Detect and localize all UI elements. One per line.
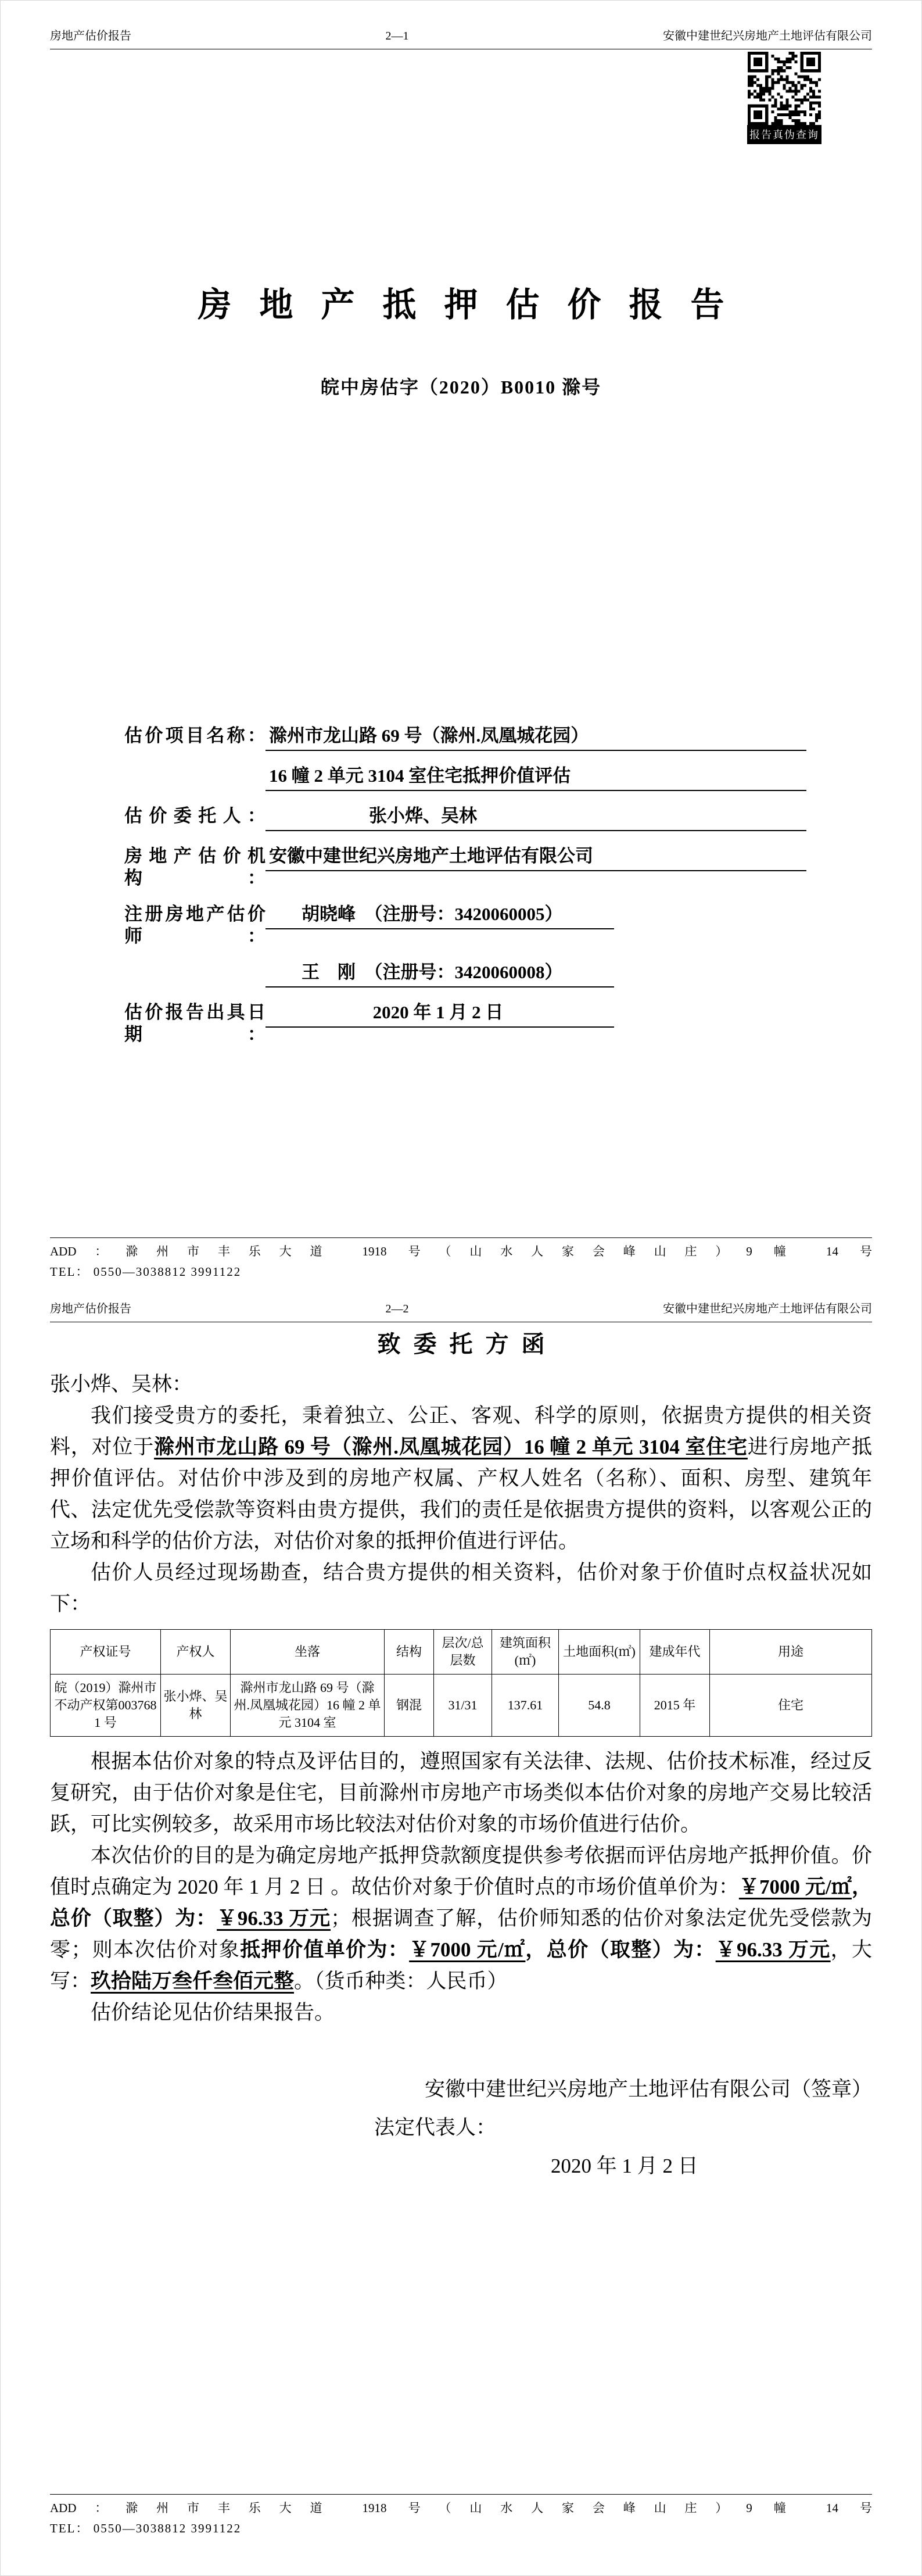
report-title: 房地产抵押估价报告 [198, 286, 752, 324]
letter-title: 致委托方函 [377, 1331, 558, 1357]
col-header-owner: 产权人 [161, 1630, 231, 1675]
cell-building-area: 137.61 [492, 1675, 559, 1737]
letter-paragraph-4: 本次估价的目的是为确定房地产抵押贷款额度提供参考依据而评估房地产抵押价值。价值时点确定为 2020 年 1 月 2 日 。故估价对象于价值时点的市场价值单价为：￥7000 元/㎡，总价（取整）为：￥96.33 万元；根据调查了解，估价师知悉的估价对象法定优先受偿款为零；则本次估价对象抵押价值单价为：￥7000 元/㎡，总价（取整）为：￥96.33 万元，大写：玖拾陆万叁仟叁佰元整。（货币种类：人民币） [50, 1844, 872, 1992]
cell-land-area: 54.8 [559, 1675, 640, 1737]
document-number: 皖中房估字（2020）B0010 滁号 [320, 377, 602, 398]
cover-form [124, 725, 806, 1060]
letter-paragraph-3: 根据本估价对象的特点及评估目的，遵照国家有关法律、法规、估价技术标准，经过反复研究，由于估价对象是住宅，目前滁州市房地产市场类似本估价对象的房地产交易比较活跃，可比实例较多，故采用市场比较法对估价对象的市场价值进行估价。 [50, 1750, 872, 1836]
col-header-location: 坐落 [231, 1630, 385, 1675]
field-label: 估价项目名称： [124, 725, 266, 746]
col-header-floor: 层次/总层数 [434, 1630, 492, 1675]
cell-structure: 钢混 [385, 1675, 434, 1737]
field-label: 房地产估价机构： [124, 846, 266, 888]
page2-footer [50, 2494, 872, 2539]
form-row-appraiser-2 [124, 961, 806, 988]
field-value: 张小烨、吴林 [266, 805, 806, 831]
cell-use: 住宅 [710, 1675, 872, 1737]
field-label: 注册房地产估价师： [124, 904, 266, 946]
form-row-project-name [124, 725, 806, 751]
footer-telephone: TEL： 0550—3038812 3991122 [50, 1265, 242, 1279]
field-value: 王 刚 （注册号：3420060008） [266, 961, 614, 988]
form-row-client [124, 805, 806, 831]
letter-paragraph-5: 估价结论见估价结果报告。 [91, 2001, 335, 2024]
cell-owner: 张小烨、吴林 [161, 1675, 231, 1737]
page1-header [50, 28, 872, 49]
form-row-agency [124, 845, 806, 889]
letter-salutation: 张小烨、吴林： [50, 1373, 193, 1396]
form-row-report-date [124, 1001, 806, 1046]
footer-telephone: TEL： 0550—3038812 3991122 [50, 2521, 242, 2535]
form-row-project-name-cont [124, 765, 806, 791]
qr-block [747, 52, 821, 144]
page2-header [50, 1301, 872, 1322]
form-row-appraiser-1 [124, 903, 806, 947]
signature-date: 2020 年 1 月 2 日 [551, 2155, 698, 2177]
field-value: 16 幢 2 单元 3104 室住宅抵押价值评估 [266, 765, 806, 791]
table-header-row [51, 1630, 872, 1675]
col-header-certificate: 产权证号 [51, 1630, 161, 1675]
cell-location: 滁州市龙山路 69 号（滁州.凤凰城花园）16 幢 2 单元 3104 室 [231, 1675, 385, 1737]
header-company-name: 安徽中建世纪兴房地产土地评估有限公司 [663, 1303, 872, 1315]
field-value: 2020 年 1 月 2 日 [266, 1001, 614, 1028]
letter-paragraph-1: 我们接受贵方的委托，秉着独立、公正、客观、科学的原则，依据贵方提供的相关资料，对位于滁州市龙山路 69 号（滁州.凤凰城花园）16 幢 2 单元 3104 室住宅进行房地产抵押价值评估。对估价中涉及到的房地产权属、产权人姓名（名称）、面积、房型、建筑年代、法定优先受偿款等资料由贵方提供，我们的责任是依据贵方提供的资料，以客观公正的立场和科学的估价方法，对估价对象的抵押价值进行评估。 [50, 1404, 872, 1552]
qr-caption: 报告真伪查询 [747, 125, 821, 144]
field-label: 估价报告出具日期： [124, 1002, 266, 1044]
field-value: 滁州市龙山路 69 号（滁州.凤凰城花园） [266, 725, 806, 751]
col-header-structure: 结构 [385, 1630, 434, 1675]
col-header-use: 用途 [710, 1630, 872, 1675]
signature-legal-representative: 法定代表人： [374, 2116, 497, 2139]
header-page-number: 2—2 [385, 1303, 409, 1315]
cell-year-built: 2015 年 [640, 1675, 710, 1737]
table-row [51, 1675, 872, 1737]
field-value: 安徽中建世纪兴房地产土地评估有限公司 [266, 845, 806, 871]
page1-footer [50, 1237, 872, 1282]
header-doc-type: 房地产估价报告 [50, 1303, 131, 1315]
letter-body [50, 1328, 872, 2182]
footer-address: ADD：滁州市丰乐大道 1918 号（山水人家会峰山庄）9 幢 14 号 [50, 2501, 872, 2515]
qr-code-icon [747, 52, 821, 125]
col-header-building-area: 建筑面积(㎡) [492, 1630, 559, 1675]
cell-floor: 31/31 [434, 1675, 492, 1737]
cell-certificate: 皖（2019）滁州市不动产权第0037681 号 [51, 1675, 161, 1737]
col-header-year-built: 建成年代 [640, 1630, 710, 1675]
property-rights-table [50, 1629, 872, 1737]
header-doc-type: 房地产估价报告 [50, 30, 131, 42]
col-header-land-area: 土地面积(㎡) [559, 1630, 640, 1675]
signature-company: 安徽中建世纪兴房地产土地评估有限公司（签章） [424, 2078, 872, 2101]
letter-paragraph-2: 估价人员经过现场勘查，结合贵方提供的相关资料，估价对象于价值时点权益状况如下： [50, 1561, 872, 1615]
header-page-number: 2—1 [385, 30, 409, 42]
footer-address: ADD：滁州市丰乐大道 1918 号（山水人家会峰山庄）9 幢 14 号 [50, 1244, 872, 1258]
field-label: 估价委托人： [124, 806, 266, 826]
field-value: 胡晓峰 （注册号：3420060005） [266, 903, 614, 929]
header-company-name: 安徽中建世纪兴房地产土地评估有限公司 [663, 30, 872, 42]
